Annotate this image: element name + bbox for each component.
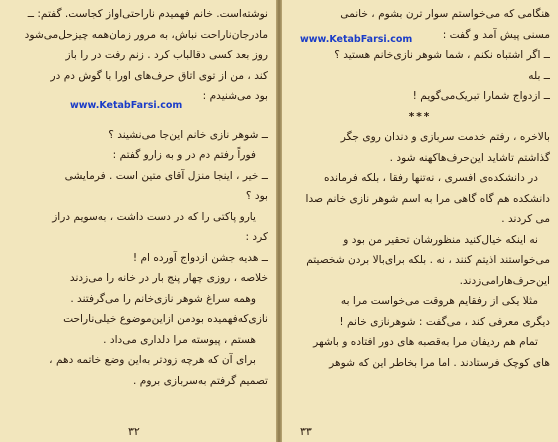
text-line: مادرجان‌ناراحت نباش، به مرور زمان‌همه چیز‌حل‌می‌شود (24, 28, 268, 41)
text-line: دیگری معرفی کند ، می‌گفت : شوهرنازی خانم ! (339, 315, 550, 328)
text-line: نازی‌که‌فهمیده بودمن ازاین‌موضوع خیلی‌ناراحت (63, 313, 268, 325)
text-line: برای آن که هرچه زودتر به‌این وضع خاتمه دهم ، (49, 354, 256, 366)
text-line: در دانشکده‌ی افسری ، نه‌تنها رفقا ، بلکه فرمانده (323, 172, 538, 184)
text-line: فوراً رفتم دم در و به زارو گفتم : (112, 149, 256, 161)
text-line: یارو پاکتی را که در دست داشت ، به‌سویم دراز (52, 210, 256, 223)
text-line: بالاخره ، رفتم خدمت سربازی و دندان روی جگر (340, 131, 550, 143)
text-line: تصمیم گرفتم به‌سربازی بروم . (133, 374, 268, 387)
text-line: گذاشتم تاشاید این‌حرف‌ها‌کهنه شود . (389, 151, 550, 164)
text-line: ــ خیر ، اینجا منزل آقای متین است . فرمایشی (64, 169, 268, 182)
text-line: ــ ازدواج شمارا تبریک‌می‌گویم ! (412, 90, 550, 102)
text-line: تمام هم ردیفان مرا به‌قصبه های دور افتاده و باشهر (313, 336, 538, 348)
left-page-text (8, 4, 268, 391)
text-line: هنگامی که می‌خواستم سوار ترن بشوم ، خانمی (340, 8, 550, 20)
text-line: نه اینکه خیال‌کنید منظورشان تحقیر من بود و (343, 233, 538, 246)
text-line: کرد : (245, 231, 268, 243)
text-line: بود می‌شنیدم : (202, 90, 268, 102)
watermark-url-right[interactable]: www.KetabFarsi.com (300, 34, 413, 45)
text-line: ــ شوهر نازی خانم این‌جا می‌نشیند ؟ (108, 128, 268, 141)
page-number-left: ۳۲ (128, 425, 140, 438)
text-line: می کردند . (501, 213, 550, 225)
text-line: مسنی پیش آمد و گفت : (442, 28, 550, 41)
right-page (282, 0, 558, 442)
text-line: ــ اگر اشتباه نکنم ، شما شوهر نازی‌خانم هستید ؟ (334, 49, 550, 61)
text-line: می‌خواستند اذیتم کنند ، نه . بلکه برای‌بالا بردن شخصیتم (306, 254, 550, 266)
text-line: مثلا یکی از رفقایم هروقت می‌خواست مرا به (340, 295, 538, 307)
text-line: روز بعد کسی دقالباب کرد . زنم رفت در را باز (65, 49, 268, 61)
left-page (0, 0, 276, 442)
text-line: دانشکده هم گاه گاهی مرا به اسم شوهر نازی خانم صدا (305, 192, 550, 205)
text-line: بود ؟ (245, 190, 268, 202)
page-number-right: ۳۳ (300, 425, 312, 438)
text-line: ــ بله (528, 69, 550, 82)
section-separator: *** (408, 110, 432, 123)
text-line: ــ هدیه جشن ازدواج آورده ام ! (132, 251, 268, 264)
text-line: هستم ، پیوسته مرا دلداری می‌داد . (103, 333, 256, 346)
watermark-url-left[interactable]: www.KetabFarsi.com (70, 100, 183, 111)
text-line: خلاصه ، روزی چهار پنج بار در خانه را می‌زدند (69, 272, 268, 284)
text-line: وهمه سراغ شوهر نازی‌خانم را می‌گرفتند . (70, 292, 256, 305)
text-line: نوشته‌است. خانم فهمیدم ناراحتی‌اواز کجاست. گفتم: ــ (27, 8, 268, 20)
text-line: های کوچک فرستادند . اما مرا بخاطر این که شوهر (329, 356, 550, 369)
right-page-text (290, 4, 550, 373)
text-line: کند ، من از توی اتاق حرف‌های اورا با گوش دم در (50, 69, 268, 82)
text-line: این‌حرف‌هارا‌می‌زدند. (459, 274, 550, 287)
